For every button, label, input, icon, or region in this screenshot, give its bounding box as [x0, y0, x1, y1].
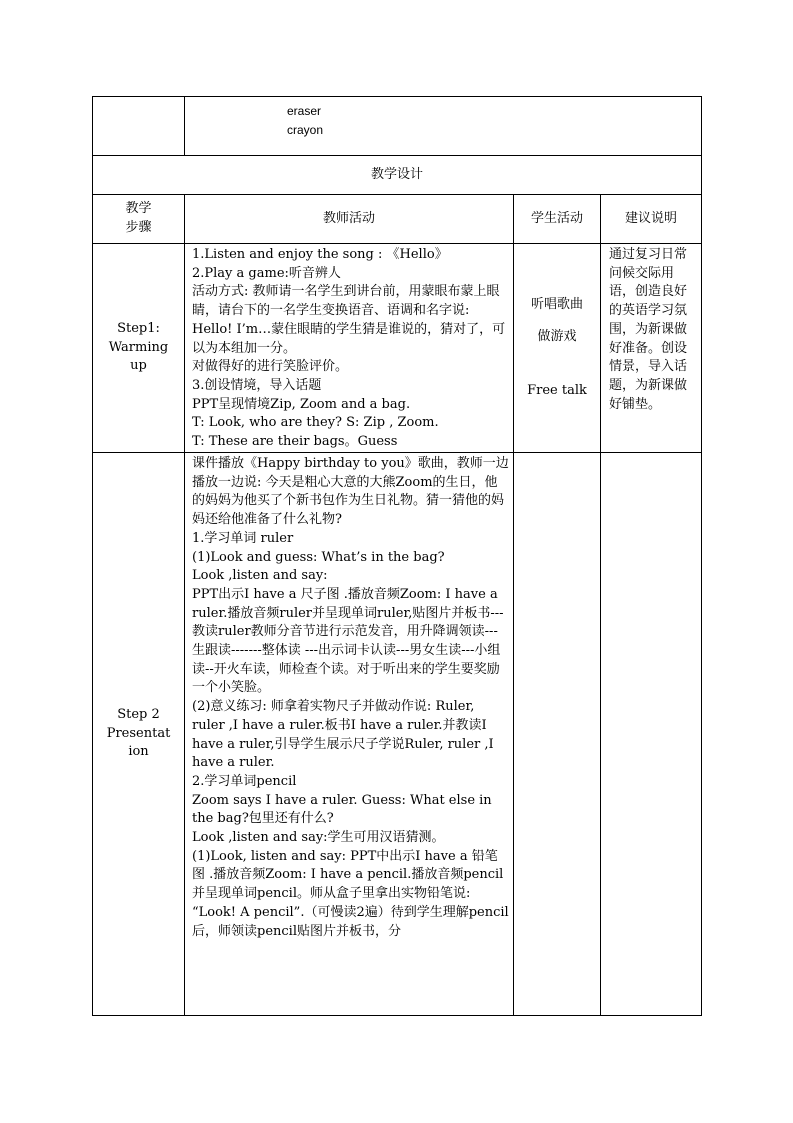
- note-text: 通过复习日常问候交际用语，创造良好的英语学习氛围，为新课做好准备。创设情景，导入话题，为新课做好铺垫。: [609, 247, 688, 412]
- step-name-text: Step 2 Presentat ion: [106, 706, 171, 760]
- teacher-line: 2.学习单词pencil: [192, 773, 297, 789]
- teacher-line: (2)意义练习: 师拿着实物尺子并做动作说: Ruler, ruler ,I have a ruler.板书I have a ruler.并教读I have a ruler,引导学生展示尺子学说Ruler, ruler ,I have a ruler.: [192, 699, 494, 771]
- step-name: [93, 453, 185, 1016]
- teacher-activity: [185, 244, 514, 453]
- teacher-line: PPT出示I have a 尺子图 .播放音频Zoom: I have a ruler.播放音频ruler并呈现单词ruler,贴图片并板书---教读ruler教师分音节进行示范发音，用升降调领读---生跟读-------整体读 ---出示词卡认读---男女生读---小组读--开火车读，师检查个读。对于听出来的学生要奖励一个小笑脸。: [192, 586, 504, 696]
- student-line: Free talk: [527, 383, 587, 398]
- student-line: 做游戏: [537, 329, 577, 344]
- student-activity: [514, 244, 601, 453]
- suggestion-note: [601, 453, 702, 1016]
- header-note: 建议说明: [601, 195, 702, 244]
- student-activity: [514, 453, 601, 1016]
- section-banner: 教学设计: [93, 156, 702, 195]
- teacher-line: (1)Look and guess: What’s in the bag?: [192, 549, 445, 565]
- teacher-line: Look ,listen and say:学生可用汉语猜测。: [192, 830, 445, 846]
- empty-step-cell: [93, 97, 185, 156]
- banner-row: [93, 156, 702, 195]
- header-row: [93, 195, 702, 244]
- teacher-line: PPT呈现情境Zip, Zoom and a bag.: [192, 396, 411, 412]
- teacher-line: 活动方式: 教师请一名学生到讲台前，用蒙眼布蒙上眼睛，请台下的一名学生变换语音、语调和名字说: Hello! I’m…蒙住眼睛的学生猜是谁说的，猜对了，可以为本组加一分。: [192, 284, 506, 356]
- teacher-line: T: These are their bags。Guess: [192, 434, 398, 450]
- vocab-word: eraser: [287, 104, 322, 118]
- lesson-plan-table: [92, 96, 702, 1016]
- header-step-text: 教学 步骤: [125, 201, 152, 235]
- vocab-row: [93, 97, 702, 156]
- teacher-activity: [185, 453, 514, 1016]
- step-row: [93, 244, 702, 453]
- teacher-line: T: Look, who are they? S: Zip , Zoom.: [192, 415, 439, 431]
- teacher-line: 3.创设情境，导入话题: [192, 377, 322, 393]
- step-row: [93, 453, 702, 1016]
- student-line: 听唱歌曲: [530, 297, 583, 312]
- teacher-line: 1.Listen and enjoy the song : 《Hello》: [192, 247, 448, 262]
- vocab-cell: [185, 97, 702, 156]
- teacher-line: (1)Look, listen and say: PPT中出示I have a 铅笔图 .播放音频Zoom: I have a pencil.播放音频pencil并呈现单词pencil。师从盒子里拿出实物铅笔说: “Look! A pencil”.（可慢读2遍）待到学生理解pencil后，师领读pencil贴图片并板书，分: [192, 848, 509, 939]
- vocab-word: crayon: [287, 123, 324, 137]
- header-student: 学生活动: [514, 195, 601, 244]
- header-step: [93, 195, 185, 244]
- step-name-text: Step1: Warming up: [108, 320, 169, 374]
- teacher-line: 1.学习单词 ruler: [192, 530, 294, 546]
- suggestion-note: [601, 244, 702, 453]
- teacher-line: Zoom says I have a ruler. Guess: What else in the bag?包里还有什么?: [192, 792, 492, 827]
- step-name: [93, 244, 185, 453]
- teacher-line: 2.Play a game:听音辨人: [192, 265, 341, 281]
- teacher-line: Look ,listen and say:: [192, 568, 328, 584]
- header-teacher: 教师活动: [185, 195, 514, 244]
- teacher-line: 对做得好的进行笑脸评价。: [192, 359, 349, 375]
- teacher-line: 课件播放《Happy birthday to you》歌曲，教师一边播放一边说: 今天是粗心大意的大熊Zoom的生日，他的妈妈为他买了个新书包作为生日礼物。猜一猜他的妈妈还给他准备了什么礼物?: [192, 456, 509, 528]
